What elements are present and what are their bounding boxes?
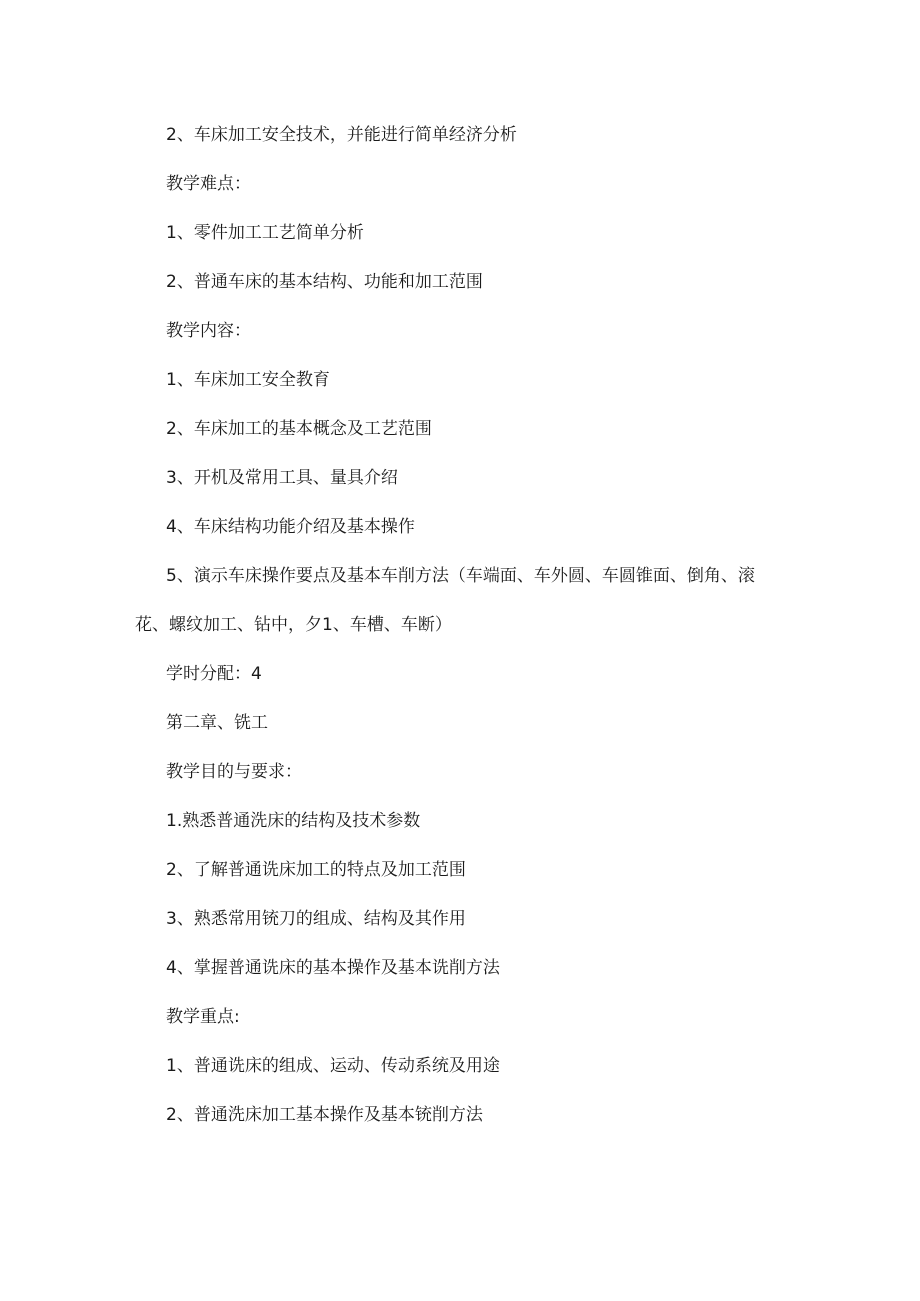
section-heading: 教学内容： <box>166 321 251 341</box>
text-line: 学时分配：4 <box>166 664 262 684</box>
section-heading: 教学目的与要求： <box>166 762 302 782</box>
text-line: 2、普通洗床加工基本操作及基本铳削方法 <box>166 1105 483 1125</box>
text-line: 3、熟悉常用铳刀的组成、结构及其作用 <box>166 909 466 929</box>
section-heading: 教学重点: <box>166 1007 240 1027</box>
text-line: 2、车床加工的基本概念及工艺范围 <box>166 419 432 439</box>
text-line-wrapped-first: 5、演示车床操作要点及基本车削方法（车端面、车外圆、车圆锥面、倒角、滚 <box>166 566 755 586</box>
text-line: 2、普通车床的基本结构、功能和加工范围 <box>166 272 483 292</box>
text-line: 1、普通诜床的组成、运动、传动系统及用途 <box>166 1056 500 1076</box>
text-line: 1、车床加工安全教育 <box>166 370 330 390</box>
section-heading: 教学难点： <box>166 174 251 194</box>
text-line: 2、了解普通诜床加工的特点及加工范围 <box>166 860 466 880</box>
text-line: 3、开机及常用工具、量具介绍 <box>166 468 398 488</box>
text-line-wrapped-continuation: 花、螺纹加工、钻中，夕1、车槽、车断） <box>135 615 452 635</box>
text-line: 2、车床加工安全技术，并能进行简单经济分析 <box>166 125 517 145</box>
chapter-heading: 第二章、铣工 <box>166 713 268 733</box>
text-line: 4、车床结构功能介绍及基本操作 <box>166 517 415 537</box>
text-line: 1、零件加工工艺简单分析 <box>166 223 364 243</box>
text-line: 1.熟悉普通洗床的结构及技术参数 <box>166 811 421 831</box>
text-line: 4、掌握普通诜床的基本操作及基本诜削方法 <box>166 958 500 978</box>
